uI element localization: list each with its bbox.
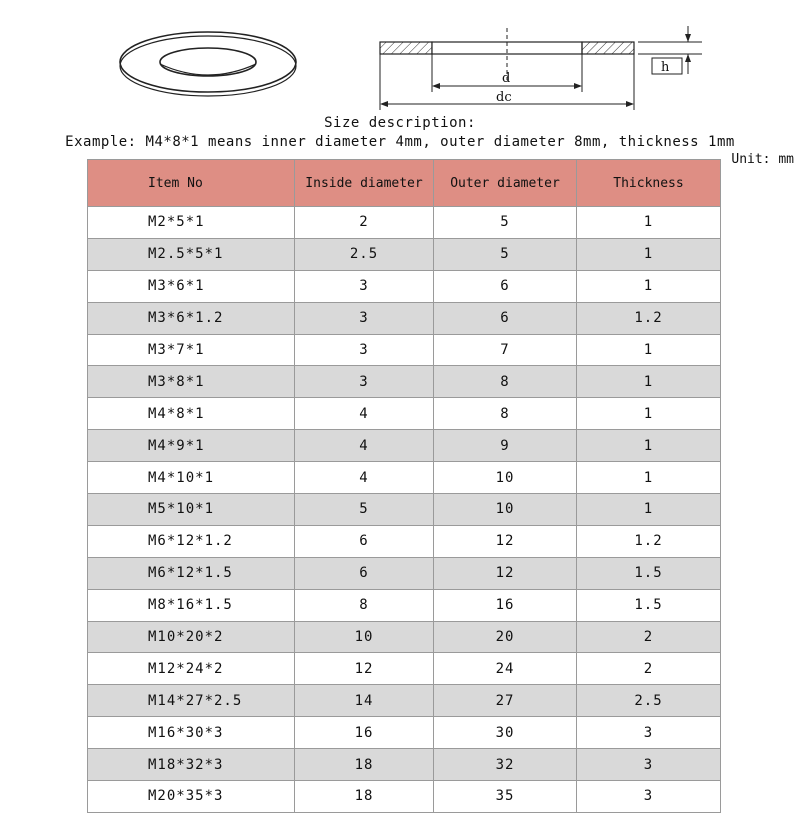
cell-inside-diameter: 3	[295, 334, 434, 366]
cell-inside-diameter: 4	[295, 462, 434, 494]
table-body	[88, 207, 721, 813]
cell-inside-diameter: 3	[295, 366, 434, 398]
cell-inside-diameter: 14	[295, 685, 434, 717]
cell-thickness: 1	[577, 238, 721, 270]
table-row	[88, 589, 721, 621]
table-row	[88, 334, 721, 366]
cell-item-no: M18*32*3	[88, 749, 295, 781]
cell-item-no: M4*10*1	[88, 462, 295, 494]
cell-item-no: M3*7*1	[88, 334, 295, 366]
table-row	[88, 557, 721, 589]
size-description: Size description:	[324, 115, 476, 131]
cell-item-no: M3*6*1	[88, 270, 295, 302]
washer-illustration	[118, 30, 298, 98]
table-row	[88, 717, 721, 749]
cell-outer-diameter: 30	[434, 717, 577, 749]
table-row	[88, 238, 721, 270]
table-row	[88, 494, 721, 526]
cell-inside-diameter: 8	[295, 589, 434, 621]
washer-cross-section	[372, 22, 702, 114]
cell-outer-diameter: 35	[434, 781, 577, 813]
cell-outer-diameter: 5	[434, 207, 577, 239]
cell-thickness: 1	[577, 207, 721, 239]
cell-outer-diameter: 7	[434, 334, 577, 366]
cell-thickness: 1.2	[577, 302, 721, 334]
cell-inside-diameter: 10	[295, 621, 434, 653]
header-thickness: Thickness	[577, 160, 721, 207]
cell-item-no: M6*12*1.5	[88, 557, 295, 589]
cell-item-no: M2*5*1	[88, 207, 295, 239]
cell-inside-diameter: 3	[295, 270, 434, 302]
cell-outer-diameter: 24	[434, 653, 577, 685]
cell-item-no: M4*8*1	[88, 398, 295, 430]
cell-item-no: M4*9*1	[88, 430, 295, 462]
header-item-no: Item No	[88, 160, 295, 207]
table-row	[88, 525, 721, 557]
cell-outer-diameter: 10	[434, 494, 577, 526]
cell-thickness: 1.5	[577, 557, 721, 589]
cell-thickness: 1	[577, 398, 721, 430]
cell-outer-diameter: 5	[434, 238, 577, 270]
table-row	[88, 398, 721, 430]
cell-outer-diameter: 9	[434, 430, 577, 462]
cell-outer-diameter: 8	[434, 398, 577, 430]
unit-label: Unit: mm	[731, 152, 794, 167]
cell-item-no: M3*8*1	[88, 366, 295, 398]
cell-item-no: M6*12*1.2	[88, 525, 295, 557]
cell-thickness: 1	[577, 334, 721, 366]
cell-thickness: 2.5	[577, 685, 721, 717]
cell-item-no: M2.5*5*1	[88, 238, 295, 270]
cell-outer-diameter: 32	[434, 749, 577, 781]
cell-thickness: 2	[577, 621, 721, 653]
table-row	[88, 653, 721, 685]
cell-inside-diameter: 4	[295, 430, 434, 462]
cell-outer-diameter: 8	[434, 366, 577, 398]
cell-inside-diameter: 3	[295, 302, 434, 334]
cell-inside-diameter: 18	[295, 749, 434, 781]
dim-label-d: d	[502, 71, 511, 86]
header-outer-diameter: Outer diameter	[434, 160, 577, 207]
cell-item-no: M20*35*3	[88, 781, 295, 813]
cell-outer-diameter: 16	[434, 589, 577, 621]
table-row	[88, 462, 721, 494]
table-row	[88, 270, 721, 302]
cell-outer-diameter: 12	[434, 557, 577, 589]
cell-outer-diameter: 27	[434, 685, 577, 717]
table-row	[88, 430, 721, 462]
cell-item-no: M8*16*1.5	[88, 589, 295, 621]
cell-outer-diameter: 10	[434, 462, 577, 494]
cell-thickness: 1.2	[577, 525, 721, 557]
dim-label-h: h	[661, 60, 670, 75]
cell-thickness: 3	[577, 717, 721, 749]
cell-thickness: 1	[577, 270, 721, 302]
table-row	[88, 685, 721, 717]
table-row	[88, 621, 721, 653]
table-row	[88, 749, 721, 781]
table-row	[88, 781, 721, 813]
table-row	[88, 207, 721, 239]
cell-thickness: 1	[577, 366, 721, 398]
cell-thickness: 3	[577, 781, 721, 813]
cell-outer-diameter: 12	[434, 525, 577, 557]
cell-item-no: M3*6*1.2	[88, 302, 295, 334]
cell-item-no: M14*27*2.5	[88, 685, 295, 717]
cell-inside-diameter: 5	[295, 494, 434, 526]
cell-outer-diameter: 6	[434, 302, 577, 334]
cell-inside-diameter: 6	[295, 557, 434, 589]
size-table	[87, 159, 721, 813]
cell-thickness: 1	[577, 430, 721, 462]
cell-item-no: M12*24*2	[88, 653, 295, 685]
cell-thickness: 1	[577, 462, 721, 494]
table-header-row	[88, 160, 721, 207]
dim-label-dc: dc	[496, 90, 512, 105]
header-inside-diameter: Inside diameter	[295, 160, 434, 207]
cell-thickness: 3	[577, 749, 721, 781]
cell-inside-diameter: 16	[295, 717, 434, 749]
cell-thickness: 1.5	[577, 589, 721, 621]
cell-outer-diameter: 6	[434, 270, 577, 302]
cell-inside-diameter: 12	[295, 653, 434, 685]
table-row	[88, 302, 721, 334]
table-row	[88, 366, 721, 398]
cell-inside-diameter: 18	[295, 781, 434, 813]
example-note: Example: M4*8*1 means inner diameter 4mm, outer diameter 8mm, thickness 1mm	[65, 134, 735, 150]
cell-item-no: M10*20*2	[88, 621, 295, 653]
cell-thickness: 1	[577, 494, 721, 526]
cell-inside-diameter: 2	[295, 207, 434, 239]
cell-inside-diameter: 2.5	[295, 238, 434, 270]
cell-item-no: M5*10*1	[88, 494, 295, 526]
cell-inside-diameter: 4	[295, 398, 434, 430]
washer-diagram	[0, 0, 800, 115]
cell-outer-diameter: 20	[434, 621, 577, 653]
cell-thickness: 2	[577, 653, 721, 685]
cell-item-no: M16*30*3	[88, 717, 295, 749]
cell-inside-diameter: 6	[295, 525, 434, 557]
